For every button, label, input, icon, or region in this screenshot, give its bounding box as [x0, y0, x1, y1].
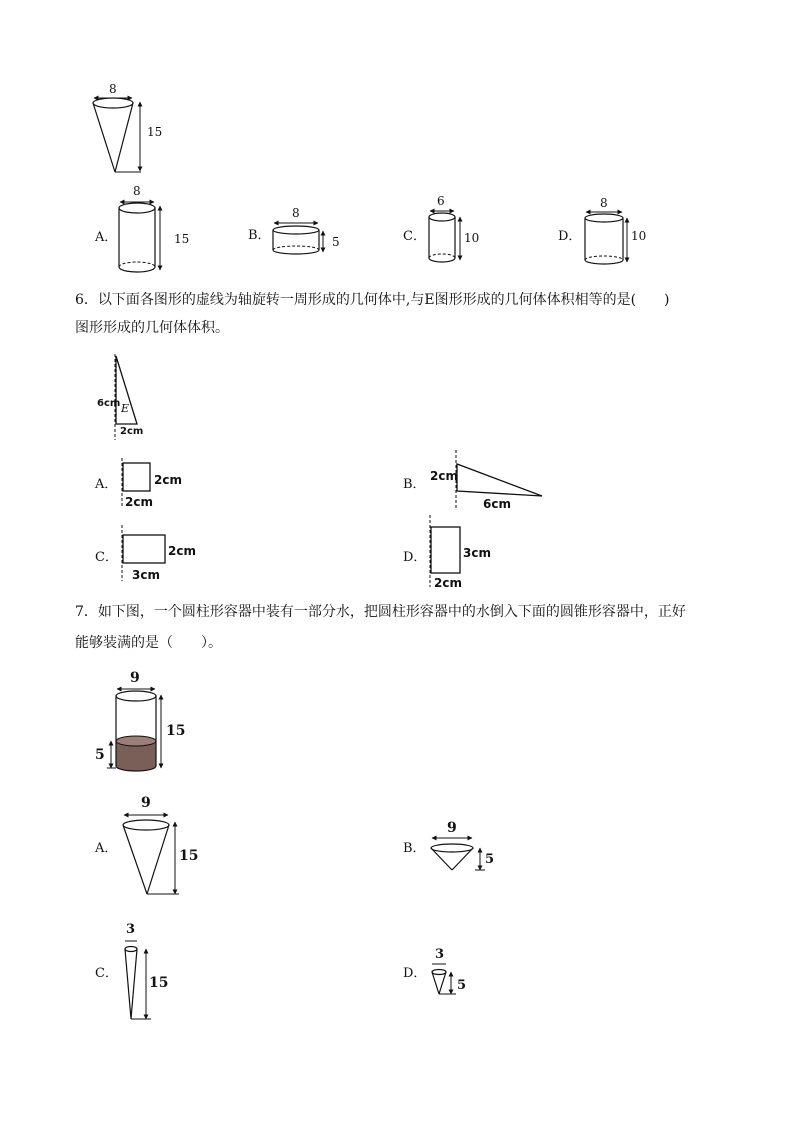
q5-stem-cone-figure	[85, 82, 175, 177]
q7-container-water-height: 5	[95, 747, 105, 763]
q7-option-a-cone	[115, 790, 205, 900]
q5-stem-height: 15	[147, 125, 163, 139]
q5-option-c-cylinder	[424, 194, 494, 269]
q6-question-line2: 图形形成的几何体体积。	[75, 320, 229, 336]
q6-option-b-letter[interactable]: B．	[403, 477, 426, 492]
q5-option-d-diameter: 8	[600, 196, 608, 210]
q5-option-d-letter[interactable]: D．	[558, 229, 582, 244]
q7-option-c-letter[interactable]: C．	[95, 966, 118, 981]
q5-option-b-diameter: 8	[292, 206, 300, 220]
q6-option-a-letter[interactable]: A．	[95, 477, 118, 492]
q7-option-b-diameter: 9	[447, 820, 457, 836]
q7-option-d-height: 5	[457, 978, 467, 993]
q7-option-d-diameter: 3	[435, 947, 445, 962]
q6-figure-e-side: 6cm	[97, 398, 121, 409]
q7-container-height: 15	[166, 723, 186, 739]
q6-option-d-rectangle	[425, 515, 495, 590]
q6-option-d-bottom: 2cm	[434, 576, 462, 590]
q6-figure-e-letter: E	[121, 402, 130, 415]
q6-option-d-letter[interactable]: D．	[403, 550, 427, 565]
q5-option-a-diameter: 8	[133, 184, 141, 198]
q7-option-a-letter[interactable]: A．	[95, 841, 118, 856]
q6-option-c-side: 2cm	[168, 544, 196, 558]
q6-option-c-rectangle	[118, 525, 203, 585]
q7-option-c-diameter: 3	[126, 922, 136, 937]
q7-option-b-cone	[425, 818, 505, 878]
q5-option-b-cylinder	[268, 204, 358, 259]
q5-option-c-diameter: 6	[437, 194, 445, 208]
q6-figure-e-triangle	[95, 352, 155, 442]
q5-option-a-cylinder	[115, 182, 195, 277]
q6-option-d-side: 3cm	[463, 546, 491, 560]
q6-option-a-bottom: 2cm	[125, 495, 153, 509]
q5-option-b-height: 5	[332, 235, 340, 249]
q6-option-b-bottom: 6cm	[483, 497, 511, 511]
q5-option-a-height: 15	[174, 232, 190, 246]
q7-option-d-cone	[427, 945, 477, 1000]
q6-figure-e-bottom: 2cm	[120, 426, 144, 437]
q6-option-c-letter[interactable]: C．	[95, 550, 118, 565]
q7-container-cylinder	[92, 668, 192, 778]
q6-option-a-square	[118, 458, 188, 513]
q7-option-a-height: 15	[179, 848, 199, 864]
q7-question-line1: 7．如下图，一个圆柱形容器中装有一部分水，把圆柱形容器中的水倒入下面的圆锥形容器中，正好	[75, 604, 686, 620]
q7-option-d-letter[interactable]: D．	[403, 966, 427, 981]
q6-option-a-side: 2cm	[154, 473, 182, 487]
q7-question-line2: 能够装满的是（ ）。	[75, 635, 222, 651]
q5-option-d-cylinder	[580, 196, 670, 271]
q5-option-c-height: 10	[464, 231, 480, 245]
q7-container-diameter: 9	[130, 670, 140, 686]
q5-option-d-height: 10	[631, 229, 647, 243]
q5-option-c-letter[interactable]: C．	[403, 229, 426, 244]
q6-option-c-bottom: 3cm	[132, 568, 160, 582]
q6-question-line1: 6．以下面各图形的虚线为轴旋转一周形成的几何体中,与E图形形成的几何体体积相等的是( )	[75, 292, 670, 308]
q7-option-c-height: 15	[149, 975, 169, 991]
q7-option-b-height: 5	[485, 852, 495, 867]
q7-option-b-letter[interactable]: B．	[403, 841, 426, 856]
q5-option-a-letter[interactable]: A．	[95, 230, 118, 245]
q7-option-a-diameter: 9	[141, 795, 151, 811]
q5-stem-diameter: 8	[109, 82, 117, 96]
q5-option-b-letter[interactable]: B．	[248, 228, 271, 243]
q6-option-b-side: 2cm	[430, 469, 458, 483]
q6-option-b-triangle	[428, 448, 553, 513]
q7-option-c-cone	[115, 915, 175, 1025]
